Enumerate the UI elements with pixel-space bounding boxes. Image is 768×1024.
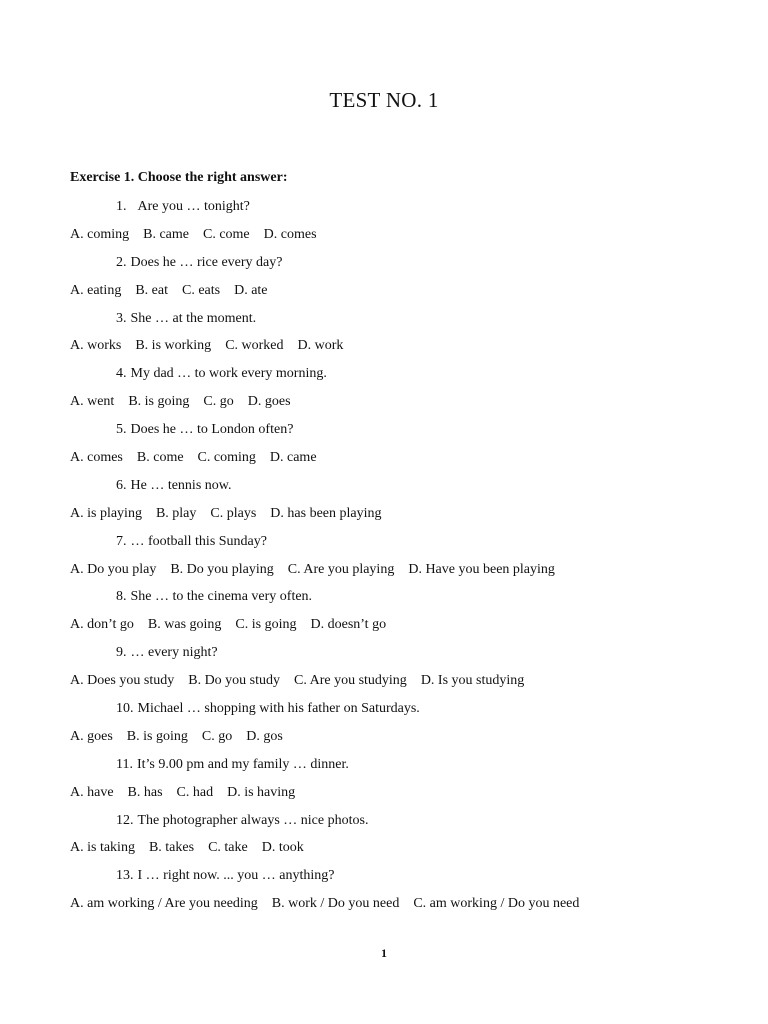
answer-option: C. coming (197, 450, 256, 466)
answer-option: D. work (297, 338, 344, 354)
answer-option: A. went (70, 394, 115, 410)
question-text: He … tennis now. (130, 477, 232, 493)
question-number: 11. (116, 756, 133, 772)
answer-option: B. came (143, 226, 189, 242)
question-row (0, 196, 768, 224)
answer-option: D. doesn’t go (310, 617, 387, 633)
answer-option: D. is having (227, 784, 296, 800)
answer-option: D. Have you been playing (408, 561, 555, 577)
answer-option: D. came (269, 450, 317, 466)
answer-option: A. is taking (70, 840, 135, 856)
answer-options-row (0, 837, 768, 865)
answer-option: D. gos (246, 728, 283, 744)
answer-option: B. play (155, 505, 197, 521)
answer-option: B. Do you playing (170, 561, 274, 577)
answer-options-row (0, 447, 768, 475)
question-text: … football this Sunday? (130, 533, 267, 549)
answer-option: A. coming (70, 226, 130, 242)
question-number: 13. (116, 868, 134, 884)
question-text: The photographer always … nice photos. (137, 812, 369, 828)
answer-option: B. has (127, 784, 163, 800)
answer-option: D. has been playing (270, 505, 382, 521)
question-number: 4. (116, 366, 127, 382)
question-text: It’s 9.00 pm and my family … dinner. (136, 756, 349, 772)
answer-option: C. Are you studying (294, 673, 407, 689)
question-text: She … at the moment. (130, 310, 257, 326)
page-number: 1 (381, 946, 387, 960)
answer-options-row (0, 614, 768, 642)
answer-option: B. was going (147, 617, 222, 633)
answer-option: A. have (70, 784, 114, 800)
answer-option: A. Do you play (70, 561, 157, 577)
answer-option: A. Does you study (70, 673, 175, 689)
question-row (0, 252, 768, 280)
question-number: 1. (116, 199, 127, 214)
question-row (0, 642, 768, 670)
answer-option: C. Are you playing (287, 561, 395, 577)
answer-options-row (0, 503, 768, 531)
question-row (0, 586, 768, 614)
answer-options-row (0, 559, 768, 587)
question-number: 12. (116, 812, 134, 828)
answer-option: D. took (261, 840, 304, 856)
answer-option: C. eats (181, 282, 221, 298)
question-row (0, 363, 768, 391)
question-row (0, 531, 768, 559)
question-text: She … to the cinema very often. (130, 589, 313, 605)
answer-option: B. come (136, 450, 184, 466)
question-number: 10. (116, 701, 134, 717)
answer-option: A. goes (70, 728, 113, 744)
question-row (0, 865, 768, 893)
answer-option: D. comes (263, 226, 317, 242)
answer-option: A. don’t go (70, 617, 134, 633)
answer-option: A. works (70, 338, 122, 354)
answer-option: C. go (203, 394, 234, 410)
answer-options-row (0, 893, 768, 921)
question-number: 7. (116, 533, 127, 549)
answer-options-row (0, 726, 768, 754)
question-row (0, 308, 768, 336)
answer-options-row (0, 335, 768, 363)
question-number: 9. (116, 645, 127, 661)
question-text: Michael … shopping with his father on Saturdays. (137, 701, 420, 717)
answer-option: B. takes (148, 840, 195, 856)
question-number: 8. (116, 589, 127, 605)
answer-option: C. am working / Do you need (413, 896, 580, 912)
answer-option: C. come (202, 226, 250, 242)
question-text: My dad … to work every morning. (130, 366, 327, 382)
answer-options-row (0, 224, 768, 252)
answer-option: D. Is you studying (420, 673, 525, 689)
question-list (0, 196, 768, 921)
question-text: Are you … tonight? (137, 199, 250, 214)
question-row (0, 754, 768, 782)
question-row (0, 698, 768, 726)
answer-options-row (0, 391, 768, 419)
answer-option: A. is playing (70, 505, 142, 521)
question-text: Does he … rice every day? (130, 254, 283, 270)
answer-option: A. comes (70, 450, 123, 466)
answer-option: C. go (201, 728, 233, 744)
answer-options-row (0, 670, 768, 698)
answer-option: C. plays (210, 505, 257, 521)
question-row (0, 810, 768, 838)
answer-option: B. work / Do you need (271, 896, 400, 912)
question-text: … every night? (130, 645, 218, 661)
answer-options-row (0, 280, 768, 308)
answer-option: B. eat (135, 282, 168, 298)
answer-option: B. Do you study (188, 673, 281, 689)
answer-option: A. eating (70, 282, 122, 298)
page-title: TEST NO. 1 (329, 88, 439, 112)
answer-options-row (0, 782, 768, 810)
answer-option: B. is going (126, 728, 188, 744)
question-text: I … right now. ... you … anything? (137, 868, 335, 884)
answer-option: B. is working (135, 338, 212, 354)
answer-option: C. is going (235, 617, 297, 633)
question-row (0, 475, 768, 503)
question-number: 5. (116, 422, 127, 438)
question-number: 2. (116, 254, 127, 270)
answer-option: D. goes (247, 394, 291, 410)
answer-option: C. take (208, 840, 248, 856)
question-text: Does he … to London often? (130, 422, 294, 438)
answer-option: C. worked (225, 338, 284, 354)
question-number: 3. (116, 310, 127, 326)
answer-option: A. am working / Are you needing (70, 896, 258, 912)
exercise-heading: Exercise 1. Choose the right answer: (70, 170, 288, 185)
answer-option: C. had (176, 784, 214, 800)
answer-option: D. ate (234, 282, 268, 298)
question-row (0, 419, 768, 447)
answer-option: B. is going (128, 394, 190, 410)
question-number: 6. (116, 477, 127, 493)
